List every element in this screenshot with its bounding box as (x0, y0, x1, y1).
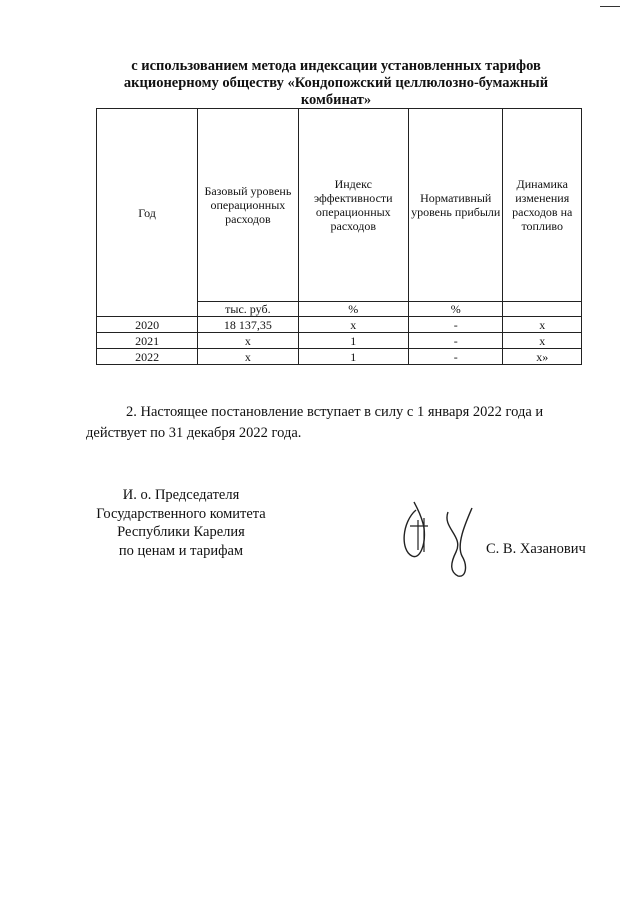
unit-cell: тыс. руб. (198, 302, 298, 317)
table-cell: 1 (298, 333, 408, 349)
position-line-4: по ценам и тарифам (118, 542, 244, 559)
title-line-3: комбинат» (300, 92, 372, 108)
table-cell: x (503, 333, 582, 349)
table-cell: - (408, 333, 503, 349)
header-year: Год (97, 109, 198, 317)
table-cell: x (503, 317, 582, 333)
position-line-3: Республики Карелия (117, 524, 245, 540)
table-cell: x (198, 349, 298, 365)
table-cell: 2021 (97, 333, 198, 349)
signatory-position (86, 486, 276, 560)
paragraph-line-2: действует по 31 декабря 2022 года. (86, 425, 302, 441)
title-line-1: с использованием метода индексации установленных тарифов (131, 58, 541, 74)
document-title (96, 58, 576, 109)
header-base-opex: Базовый уровень операционных расходов (198, 109, 298, 302)
position-line-2: Государственного комитета (96, 505, 266, 522)
table-row (97, 349, 582, 365)
paragraph-line-1: 2. Настоящее постановление вступает в силу с 1 января 2022 года и (126, 404, 544, 420)
table-cell: x (198, 333, 298, 349)
tariff-table (96, 108, 582, 365)
table-row (97, 317, 582, 333)
table-cell: x (298, 317, 408, 333)
header-profit-level: Нормативный уровень прибыли (408, 109, 503, 302)
table-cell: - (408, 317, 503, 333)
table-cell: x» (503, 349, 582, 365)
unit-cell: % (298, 302, 408, 317)
effective-date-paragraph (86, 402, 582, 444)
unit-cell: % (408, 302, 503, 317)
table-cell: - (408, 349, 503, 365)
table-cell: 1 (298, 349, 408, 365)
table-cell: 2020 (97, 317, 198, 333)
unit-cell (503, 302, 582, 317)
top-mark (600, 6, 620, 7)
position-line-1: И. о. Председателя (122, 487, 240, 503)
handwritten-signature (394, 492, 484, 582)
signatory-name: С. В. Хазанович (486, 541, 586, 557)
table-cell: 2022 (97, 349, 198, 365)
table-row (97, 333, 582, 349)
header-efficiency-index: Индекс эффективности операционных расходов (298, 109, 408, 302)
table-header-row (97, 109, 582, 302)
table-cell: 18 137,35 (198, 317, 298, 333)
header-fuel-dynamics: Динамика изменения расходов на топливо (503, 109, 582, 302)
title-line-2: акционерному обществу «Кондопожский целлюлозно-бумажный (123, 75, 549, 91)
